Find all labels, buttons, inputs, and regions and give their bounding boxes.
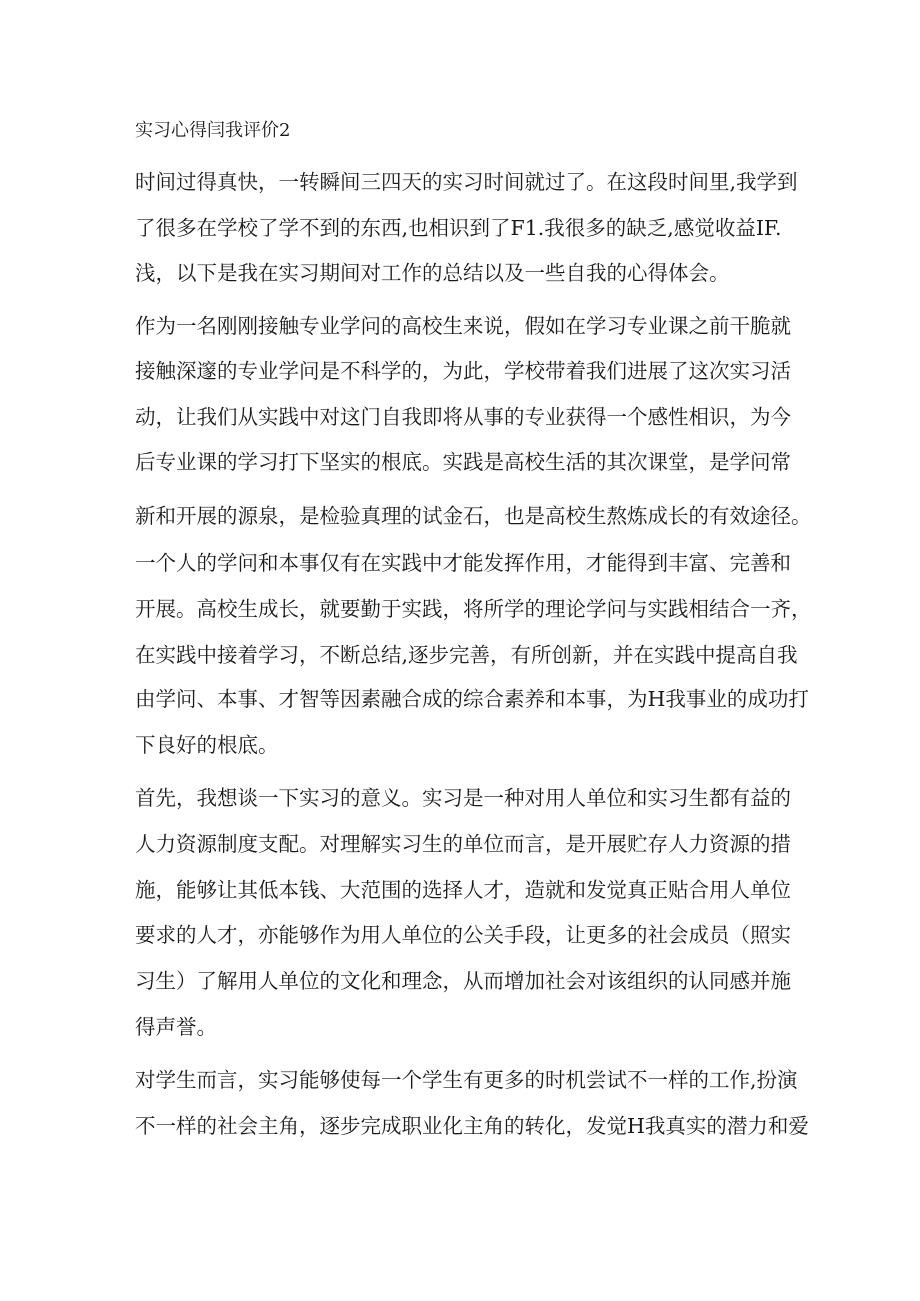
paragraph-line: 作为一名刚刚接触专业学问的高校生来说，假如在学习专业课之前干脆就 (135, 314, 791, 338)
paragraph-line: 了很多在学校了学不到的东西,也相识到了F1.我很多的缺乏,感觉收益IF. (135, 216, 782, 240)
paragraph-line: 后专业课的学习打下坚实的根底。实践是高校生活的其次课堂，是学问常 (135, 450, 791, 474)
paragraph-line: 要求的人才，亦能够作为用人单位的公关手段，让更多的社会成员（照实 (135, 923, 791, 947)
paragraph-line: 施，能够让其低本钱、大范围的选择人才，造就和发觉真正贴合用人单位 (135, 878, 791, 902)
paragraph-line: 习生）了解用人单位的文化和理念，从而增加社会对该组织的认同感并施 (135, 969, 791, 993)
paragraph-line: 在实践中接着学习，不断总结,逐步完善，有所创新，并在实践中提高自我 (135, 643, 798, 667)
paragraph-line: 动，让我们从实践中对这门自我即将从事的专业获得一个感性相识，为今 (135, 405, 791, 429)
paragraph-line: 开展。高校生成长，就要勤于实践，将所学的理论学问与实践相结合一齐， (135, 597, 812, 621)
paragraph-line: 对学生而言，实习能够使每一个学生有更多的时机尝试不一样的工作,扮演 (135, 1068, 798, 1092)
paragraph-line: 一个人的学问和本事仅有在实践中才能发挥作用，才能得到丰富、完善和 (135, 551, 791, 575)
paragraph-line: 得声誉。 (135, 1015, 217, 1039)
paragraph-line: 不一样的社会主角，逐步完成职业化主角的转化，发觉H我真实的潜力和爱 (135, 1114, 809, 1138)
document-title: 实习心得闫我评价2 (135, 120, 291, 141)
paragraph-line: 人力资源制度支配。对理解实习生的单位而言，是开展贮存人力资源的措 (135, 832, 791, 856)
paragraph-line: 浅，以下是我在实习期间对工作的总结以及一些自我的心得体会。 (135, 261, 730, 285)
paragraph-line: 接触深邃的专业学问是不科学的，为此，学校带着我们进展了这次实习活 (135, 359, 791, 383)
paragraph-line: 新和开展的源泉，是检验真理的试金石，也是高校生熬炼成长的有效途径。 (135, 504, 812, 528)
paragraph-line: 时间过得真快，一转瞬间三四天的实习时间就过了。在这段时间里,我学到 (135, 170, 798, 194)
paragraph-line: 由学问、本事、才智等因素融合成的综合素养和本事，为H我事业的成功打 (135, 687, 809, 711)
paragraph-line: 首先，我想谈一下实习的意义。实习是一种对用人单位和实习生都有益的 (135, 786, 791, 810)
paragraph-line: 下良好的根底。 (135, 733, 279, 757)
